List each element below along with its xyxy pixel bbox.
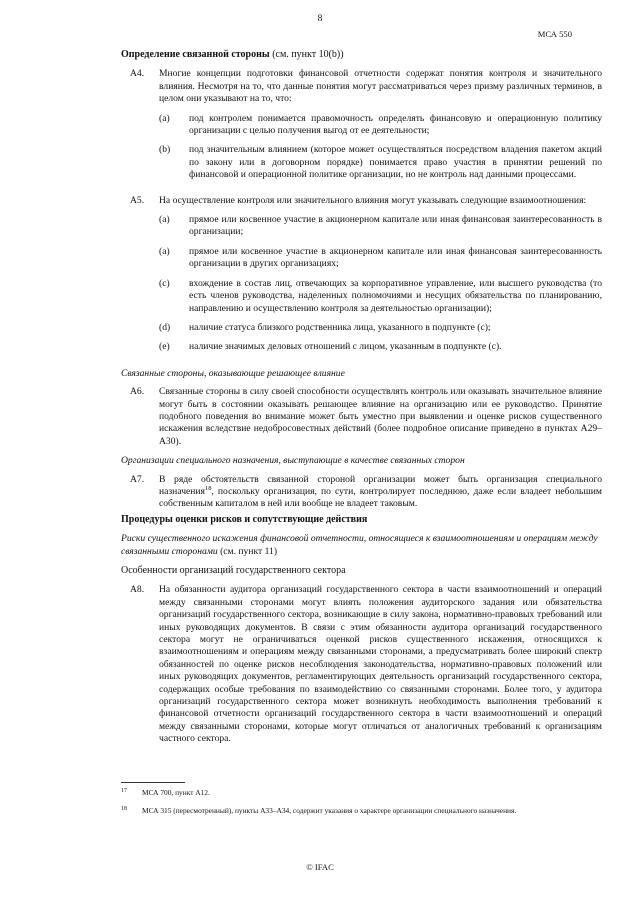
subheading-risks-ref: (см. пункт 11) [217, 545, 278, 557]
section-heading-related-party [121, 49, 602, 61]
list-item-text: наличие значимых деловых отношений с лицом, указанным в подпункте (c). [189, 341, 502, 353]
list-item-text: под контролем понимается правомочность определять финансовую и операционную политику организации с целью получения выгод от ее деятельности; [189, 112, 602, 137]
section-heading-bold: Определение связанной стороны [121, 49, 270, 60]
paragraph-text-cont: , поскольку организация, по сути, контролирует последнюю, даже если владеет небольшим собственным капиталом в ней или вообще не владеет таковым. [159, 485, 602, 510]
paragraph-number: А7. [130, 473, 145, 485]
section-heading-ref: (см. пункт 10(b)) [269, 49, 344, 60]
list-item-text: вхождение в состав лиц, отвечающих за корпоративное управление, или высшего руководства (то есть членов руководства, наделенных полномочиями и несущих обязательства по планированию, направлению и осуществлению контроля за деятельностью организации); [189, 277, 602, 314]
list-item-text: наличие статуса близкого родственника лица, указанного в подпункте (c); [189, 321, 491, 333]
list-item [159, 322, 602, 334]
paragraph-number: А6. [130, 386, 145, 398]
list-item [159, 341, 602, 353]
list-item [159, 278, 602, 315]
paragraph-a8 [121, 584, 602, 745]
paragraph-number: А4. [130, 68, 145, 80]
footnote-text: МСА 700, пункт А12. [142, 788, 210, 797]
list-item-label: (b) [159, 144, 171, 156]
list-item-label: (d) [159, 321, 171, 333]
subheading-public-sector: Особенности организаций государственного сектора [121, 565, 346, 576]
page-number: 8 [317, 14, 323, 24]
list-item-label: (a) [159, 245, 170, 257]
page-content [121, 49, 602, 752]
paragraph-text: На осуществление контроля или значительного влияния могут указывать следующие взаимоотношения: [159, 194, 587, 206]
paragraph-a5 [121, 195, 602, 361]
footnote-text: МСА 315 (пересмотренный), пункты А33–А34, содержит указания о характере организации специального назначения. [142, 806, 517, 815]
footnote [121, 806, 602, 816]
list-item-label: (a) [159, 214, 170, 226]
paragraph-text: В ряде обстоятельств связанной стороной организации может быть организация специального назначения [159, 473, 602, 497]
list-item [159, 113, 602, 138]
paragraph-text: На обязанности аудитора организаций государственного сектора в части взаимоотношений и операций между связанными сторонами могут влиять положения аудиторского задания или обязательства организаций государственного сектора, возникающие в силу закона, нормативно-правовых требований или иных руководящих документов. В связи с этим обязанности аудитора организаций государственного сектора могут не ограничиваться оценкой рисков существенного искажения, относящихся к взаимоотношениям и операциям между связанными сторонами, а предусматривать более широкий спектр обязанностей по оценке рисков несоблюдения законодательства, нормативно-правовых положений или иных руководящих документов, регламентирующих деятельность организаций государственного сектора, содержащих особые требования по взаимодействию со связанными сторонами. Более того, у аудитора организаций государственного сектора может возникнуть необходимость выполнения требований к финансовой отчетности организаций государственного сектора в части взаимоотношений и операций между связанными сторонами, которые могут отличаться от аналогичных требований к организациям частного сектора. [159, 584, 602, 745]
list-item [159, 246, 602, 271]
subheading-risks [121, 533, 602, 558]
paragraph-number: А5. [130, 194, 145, 206]
list-item-text: прямое или косвенное участие в акционерном капитале или иная финансовая заинтересованность в организации; [189, 214, 602, 238]
footnote-number: 18 [121, 806, 127, 812]
list-item [159, 144, 602, 181]
list-item-label: (e) [159, 341, 170, 353]
list-item-text: под значительным влиянием (которое может осуществляться посредством владения пакетом акций по закону или в договорном порядке) понимается право участия в принятии решений по финансовой и операционной политике организации, но не контроль над данными процессами. [189, 144, 602, 181]
paragraph-text: Связанные стороны в силу своей способности осуществлять контроль или оказывать значительное влияние могут быть в состоянии оказывать решающее влияние на организацию или ее руководство. Принятие подобного поведения во внимание может быть уместно при выявлении и оценке рисков существенного искажения вследствие недобросовестных действий (более подробное описание приведено в пунктах А29–А30). [159, 386, 602, 447]
document-code: МСА 550 [537, 29, 572, 39]
list-item [159, 214, 602, 239]
subheading-decisive-influence: Связанные стороны, оказывающие решающее влияние [121, 367, 345, 379]
footnote [121, 788, 602, 798]
footnotes [121, 788, 602, 824]
footnote-divider [121, 782, 185, 783]
section-heading-risk-procedures: Процедуры оценки рисков и сопутствующие действия [121, 513, 368, 525]
paragraph-a6 [121, 386, 602, 448]
paragraph-a4 [121, 68, 602, 188]
paragraph-text: Многие концепции подготовки финансовой отчетности содержат понятия контроля и значительного влияния. Несмотря на то, что данные понятия могут рассматриваться через призму различных терминов, в целом они указывают на то, что: [159, 68, 602, 105]
list-item-label: (c) [159, 277, 170, 289]
paragraph-a7 [121, 474, 602, 511]
subheading-special-purpose: Организации специального назначения, выступающие в качестве связанных сторон [121, 455, 465, 467]
footnote-ref[interactable]: 18 [204, 484, 212, 492]
subheading-risks-italic: Риски существенного искажения финансовой отчетности, относящиеся к взаимоотношениям и операциям между связанными сторонами [121, 533, 598, 557]
footnote-number: 17 [121, 788, 127, 794]
list-item-text: прямое или косвенное участие в акционерном капитале или иная финансовая заинтересованность организации в других организациях; [189, 245, 602, 270]
page-footer-copyright: © IFAC [306, 862, 334, 872]
paragraph-number: А8. [130, 584, 145, 596]
list-item-label: (a) [159, 112, 170, 124]
